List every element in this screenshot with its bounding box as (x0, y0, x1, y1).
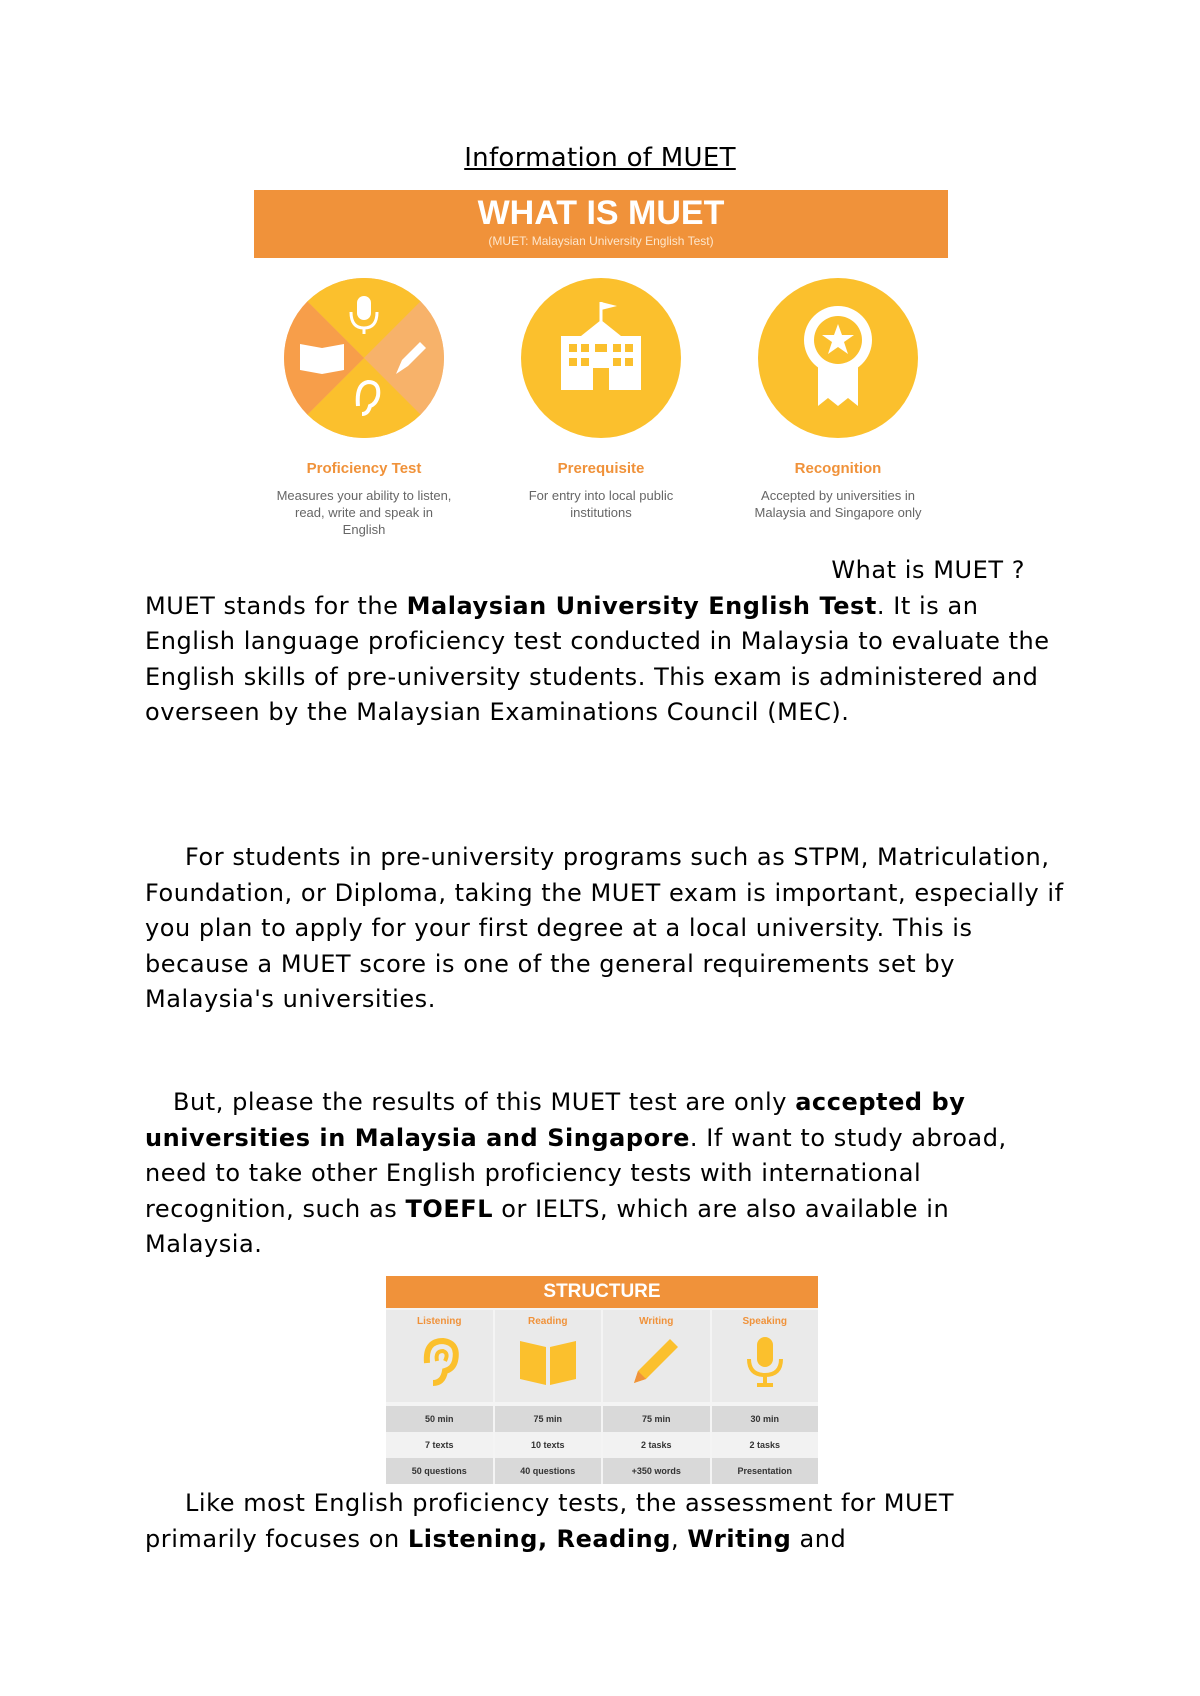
structure-listening (386, 1310, 493, 1402)
speaking-label: Speaking (742, 1316, 787, 1327)
reading-detail: 40 questions (495, 1458, 602, 1484)
prerequisite-desc: For entry into local public institutions (528, 488, 674, 520)
column-proficiency (254, 278, 474, 538)
banner-title: WHAT IS MUET (477, 194, 725, 232)
recognition-title: Recognition (794, 460, 882, 477)
paragraph-assessment (145, 1486, 1065, 1557)
structure-detail-row (386, 1458, 818, 1484)
listening-detail: 50 questions (386, 1458, 493, 1484)
para1-bold-1: Malaysian University English Test (406, 591, 877, 620)
infographic-banner (254, 190, 948, 258)
structure-writing (603, 1310, 710, 1402)
paragraph-pre-university (145, 840, 1065, 1018)
column-recognition (728, 278, 948, 521)
speaking-items: 2 tasks (712, 1432, 819, 1458)
para2-text: For students in pre-university programs such as STPM, Matriculation, Foundation, or Diploma, taking the MUET exam is important, especially if you plan to apply for your first degree at a local university. This is because a MUET score is one of the general requirements set by Malaysia's universities. (145, 843, 1064, 1013)
listening-items: 7 texts (386, 1432, 493, 1458)
what-is-muet-infographic (254, 190, 948, 537)
writing-time: 75 min (603, 1406, 710, 1432)
para4-bold-1: Listening, Reading (407, 1524, 672, 1553)
banner-subtitle: (MUET: Malaysian University English Test) (488, 234, 714, 248)
structure-items-row (386, 1432, 818, 1458)
structure-reading (495, 1310, 602, 1402)
para3-text-1: But, please the results of this MUET test are only (173, 1088, 796, 1116)
page-title: Information of MUET (464, 143, 736, 173)
speaking-detail: Presentation (712, 1458, 819, 1484)
writing-items: 2 tasks (603, 1432, 710, 1458)
para4-text-1: Like most English proficiency tests, the assessment for MUET primarily focuses on (145, 1489, 955, 1553)
para3-bold-2: TOEFL (405, 1194, 494, 1223)
structure-icons-row (386, 1310, 818, 1402)
listening-time: 50 min (386, 1406, 493, 1432)
para4-text-3: and (791, 1524, 847, 1553)
writing-detail: +350 words (603, 1458, 710, 1484)
pencil-icon (628, 1333, 684, 1389)
proficiency-title: Proficiency Test (306, 460, 422, 477)
ear-icon (411, 1333, 467, 1389)
para1-lead-line (145, 553, 1065, 589)
paragraph-recognition (145, 1085, 1065, 1263)
speaking-time: 30 min (712, 1406, 819, 1432)
recognition-desc: Accepted by universities in Malaysia and Singapore only (754, 488, 922, 520)
para3-text-2: . If want to study abroad, need to take other English proficiency tests with international recognition, such as (145, 1123, 1007, 1223)
paragraph-what-is-muet (145, 553, 1065, 731)
para4-bold-2: Writing (687, 1524, 792, 1553)
structure-title: STRUCTURE (386, 1276, 818, 1308)
column-prerequisite (491, 278, 711, 521)
microphone-icon (737, 1333, 793, 1389)
proficiency-quad-icon (284, 278, 444, 438)
school-building-icon (521, 278, 681, 438)
structure-time-row (386, 1406, 818, 1432)
prerequisite-title: Prerequisite (557, 460, 645, 477)
structure-infographic (386, 1276, 818, 1484)
structure-speaking (712, 1310, 819, 1402)
listening-label: Listening (417, 1316, 462, 1327)
award-ribbon-icon (758, 278, 918, 438)
para1-text-2: . It is an English language proficiency test conducted in Malaysia to evaluate the English skills of pre-university students. This exam is administered and overseen by the Malaysian Examinations Council (MEC). (145, 591, 1050, 726)
reading-time: 75 min (495, 1406, 602, 1432)
proficiency-desc: Measures your ability to listen, read, write and speak in English (276, 488, 452, 537)
para1-lead: What is MUET ? (831, 556, 1025, 584)
reading-label: Reading (528, 1316, 568, 1327)
para1-text-1: MUET stands for the (145, 591, 407, 620)
para3-text-3: or IELTS, which are also available in Malaysia. (145, 1194, 950, 1258)
reading-items: 10 texts (495, 1432, 602, 1458)
writing-label: Writing (639, 1316, 674, 1327)
para4-text-2: , (671, 1524, 688, 1553)
open-book-icon (518, 1333, 578, 1389)
para3-bold-1: accepted by universities in Malaysia and Singapore (145, 1088, 966, 1152)
